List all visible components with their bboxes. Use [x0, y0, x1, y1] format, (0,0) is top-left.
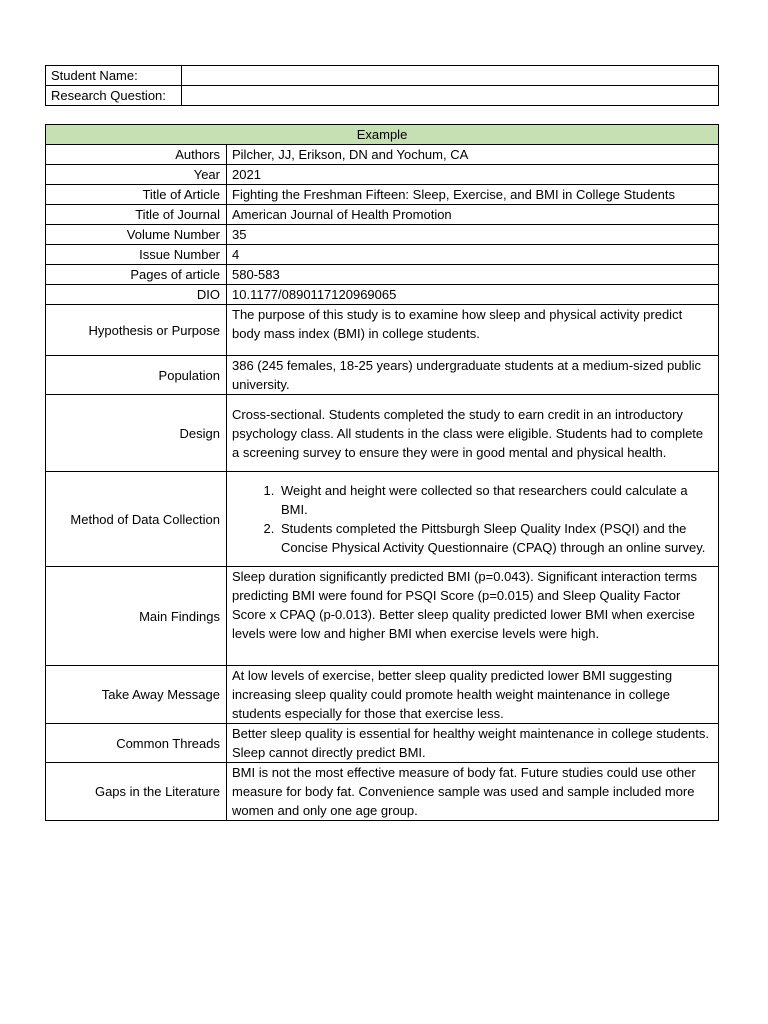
dio-value: 10.1177/0890117120969065 [227, 285, 719, 305]
title-of-article-value: Fighting the Freshman Fifteen: Sleep, Exercise, and BMI in College Students [227, 185, 719, 205]
research-question-field[interactable] [182, 86, 719, 106]
method-list [232, 481, 713, 557]
table-row [46, 265, 719, 285]
authors-value: Pilcher, JJ, Erikson, DN and Yochum, CA [227, 145, 719, 165]
take-away-value: At low levels of exercise, better sleep quality predicted lower BMI suggesting increasing sleep quality could promote health weight maintenance in college students especially for those that exercise less. [227, 666, 719, 724]
table-row [46, 225, 719, 245]
table-row [46, 395, 719, 472]
student-info-table [45, 65, 719, 106]
title-of-journal-label: Title of Journal [46, 205, 227, 225]
pages-of-article-value: 580-583 [227, 265, 719, 285]
hypothesis-value: The purpose of this study is to examine how sleep and physical activity predict body mass index (BMI) in college students. [227, 305, 719, 356]
table-row [46, 305, 719, 356]
student-name-row [46, 66, 719, 86]
research-question-row [46, 86, 719, 106]
list-item: 1. Weight and height were collected so that researchers could calculate a BMI. [278, 481, 713, 519]
main-findings-value: Sleep duration significantly predicted BMI (p=0.043). Significant interaction terms predicting BMI were found for PSQI Score (p=0.015) and Sleep Quality Factor Score x CPAQ (p-0.013). Better sleep quality predicted lower BMI when exercise levels were low and higher BMI when exercise levels were high. [227, 567, 719, 666]
common-threads-value: Better sleep quality is essential for healthy weight maintenance in college students. Sleep cannot directly predict BMI. [227, 724, 719, 763]
table-row [46, 666, 719, 724]
table-row [46, 165, 719, 185]
table-row [46, 145, 719, 165]
student-name-label: Student Name: [46, 66, 182, 86]
gaps-label: Gaps in the Literature [46, 763, 227, 821]
table-row [46, 185, 719, 205]
table-row [46, 472, 719, 567]
list-item: 2. Students completed the Pittsburgh Sleep Quality Index (PSQI) and the Concise Physical Activity Questionnaire (CPAQ) through an online survey. [278, 519, 713, 557]
volume-number-label: Volume Number [46, 225, 227, 245]
year-value: 2021 [227, 165, 719, 185]
table-row [46, 205, 719, 225]
table-row [46, 567, 719, 666]
example-header-row [46, 125, 719, 145]
research-question-label: Research Question: [46, 86, 182, 106]
method-label: Method of Data Collection [46, 472, 227, 567]
method-value [227, 472, 719, 567]
design-value: Cross-sectional. Students completed the study to earn credit in an introductory psychology class. All students in the class were eligible. Students had to complete a screening survey to ensure they were in good mental and physical health. [227, 395, 719, 472]
volume-number-value: 35 [227, 225, 719, 245]
main-findings-label: Main Findings [46, 567, 227, 666]
pages-of-article-label: Pages of article [46, 265, 227, 285]
design-label: Design [46, 395, 227, 472]
table-row [46, 285, 719, 305]
gaps-value: BMI is not the most effective measure of body fat. Future studies could use other measure for body fat. Convenience sample was used and sample included more women and only one age group. [227, 763, 719, 821]
dio-label: DIO [46, 285, 227, 305]
title-of-article-label: Title of Article [46, 185, 227, 205]
year-label: Year [46, 165, 227, 185]
authors-label: Authors [46, 145, 227, 165]
student-name-field[interactable] [182, 66, 719, 86]
table-row [46, 356, 719, 395]
hypothesis-label: Hypothesis or Purpose [46, 305, 227, 356]
issue-number-label: Issue Number [46, 245, 227, 265]
title-of-journal-value: American Journal of Health Promotion [227, 205, 719, 225]
common-threads-label: Common Threads [46, 724, 227, 763]
example-header: Example [46, 125, 719, 145]
take-away-label: Take Away Message [46, 666, 227, 724]
table-row [46, 245, 719, 265]
issue-number-value: 4 [227, 245, 719, 265]
table-row [46, 763, 719, 821]
population-label: Population [46, 356, 227, 395]
example-table [45, 124, 719, 821]
population-value: 386 (245 females, 18-25 years) undergraduate students at a medium-sized public university. [227, 356, 719, 395]
table-row [46, 724, 719, 763]
